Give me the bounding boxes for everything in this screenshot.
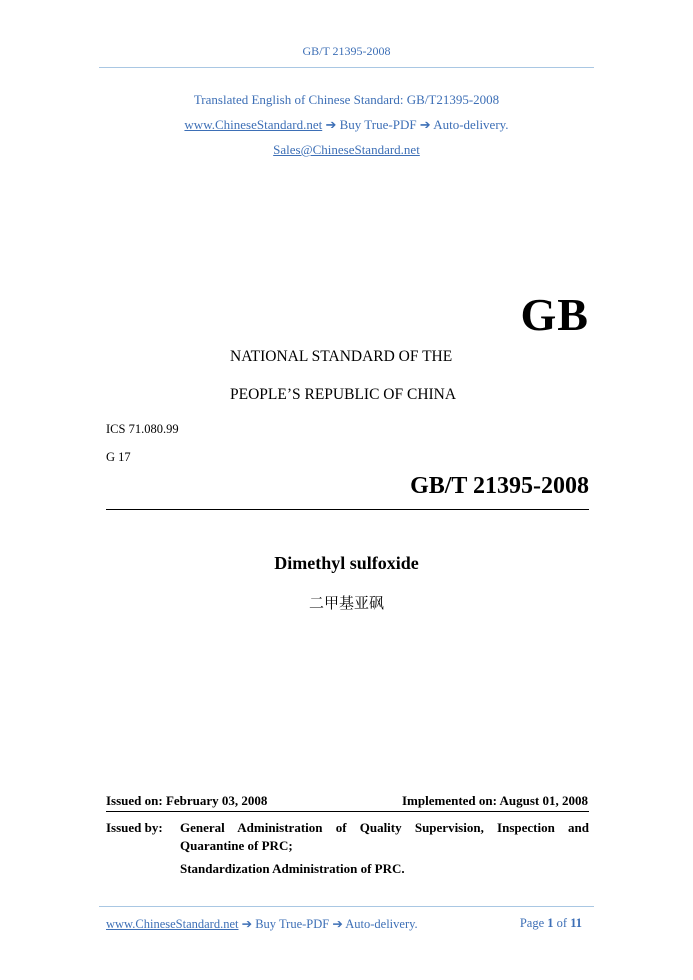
issuer-line-3: Standardization Administration of PRC. xyxy=(180,861,405,876)
standard-number: GB/T 21395-2008 xyxy=(410,473,589,499)
sales-email-link[interactable]: Sales@ChineseStandard.net xyxy=(273,142,420,157)
implemented-on-date: Implemented on: August 01, 2008 xyxy=(402,793,588,808)
of-word: of xyxy=(556,916,568,930)
page-total: 11 xyxy=(570,916,582,930)
issuer-line-2: Quarantine of PRC; xyxy=(180,838,293,853)
national-standard-line-2: PEOPLE’S REPUBLIC OF CHINA xyxy=(230,386,457,403)
ics-code: ICS 71.080.99 xyxy=(106,422,179,436)
footer-website-link[interactable]: www.ChineseStandard.net xyxy=(106,917,239,931)
website-link[interactable]: www.ChineseStandard.net xyxy=(184,117,323,132)
document-title-chinese: 二甲基亚砜 xyxy=(308,594,384,612)
translation-notice: Translated English of Chinese Standard: GB/T21395-2008 xyxy=(193,92,500,107)
sales-email-row xyxy=(0,142,693,158)
page-indicator xyxy=(520,916,582,931)
purchase-notice-text: ➔ Buy True-PDF ➔ Auto-delivery. xyxy=(322,117,509,132)
page-word: Page xyxy=(519,916,545,930)
footer-purchase-text: ➔ Buy True-PDF ➔ Auto-delivery. xyxy=(238,917,418,931)
classification-code: G 17 xyxy=(106,450,131,464)
header-standard-code: GB/T 21395-2008 xyxy=(302,44,391,58)
document-title-english: Dimethyl sulfoxide xyxy=(274,553,419,573)
gb-mark: GB xyxy=(520,289,589,340)
national-standard-line-1: NATIONAL STANDARD OF THE xyxy=(230,348,453,365)
issuer-line-1: General Administration of Quality Supervision, Inspection and xyxy=(180,820,589,835)
footer-divider xyxy=(99,906,594,907)
purchase-notice xyxy=(0,117,693,133)
issued-on-date: Issued on: February 03, 2008 xyxy=(106,793,268,808)
dates-divider xyxy=(106,811,589,812)
title-divider xyxy=(106,509,589,510)
page-number: 1 xyxy=(547,916,554,930)
issued-by-label: Issued by: xyxy=(106,820,163,835)
header-divider xyxy=(99,67,594,68)
footer-purchase-notice xyxy=(106,916,418,932)
